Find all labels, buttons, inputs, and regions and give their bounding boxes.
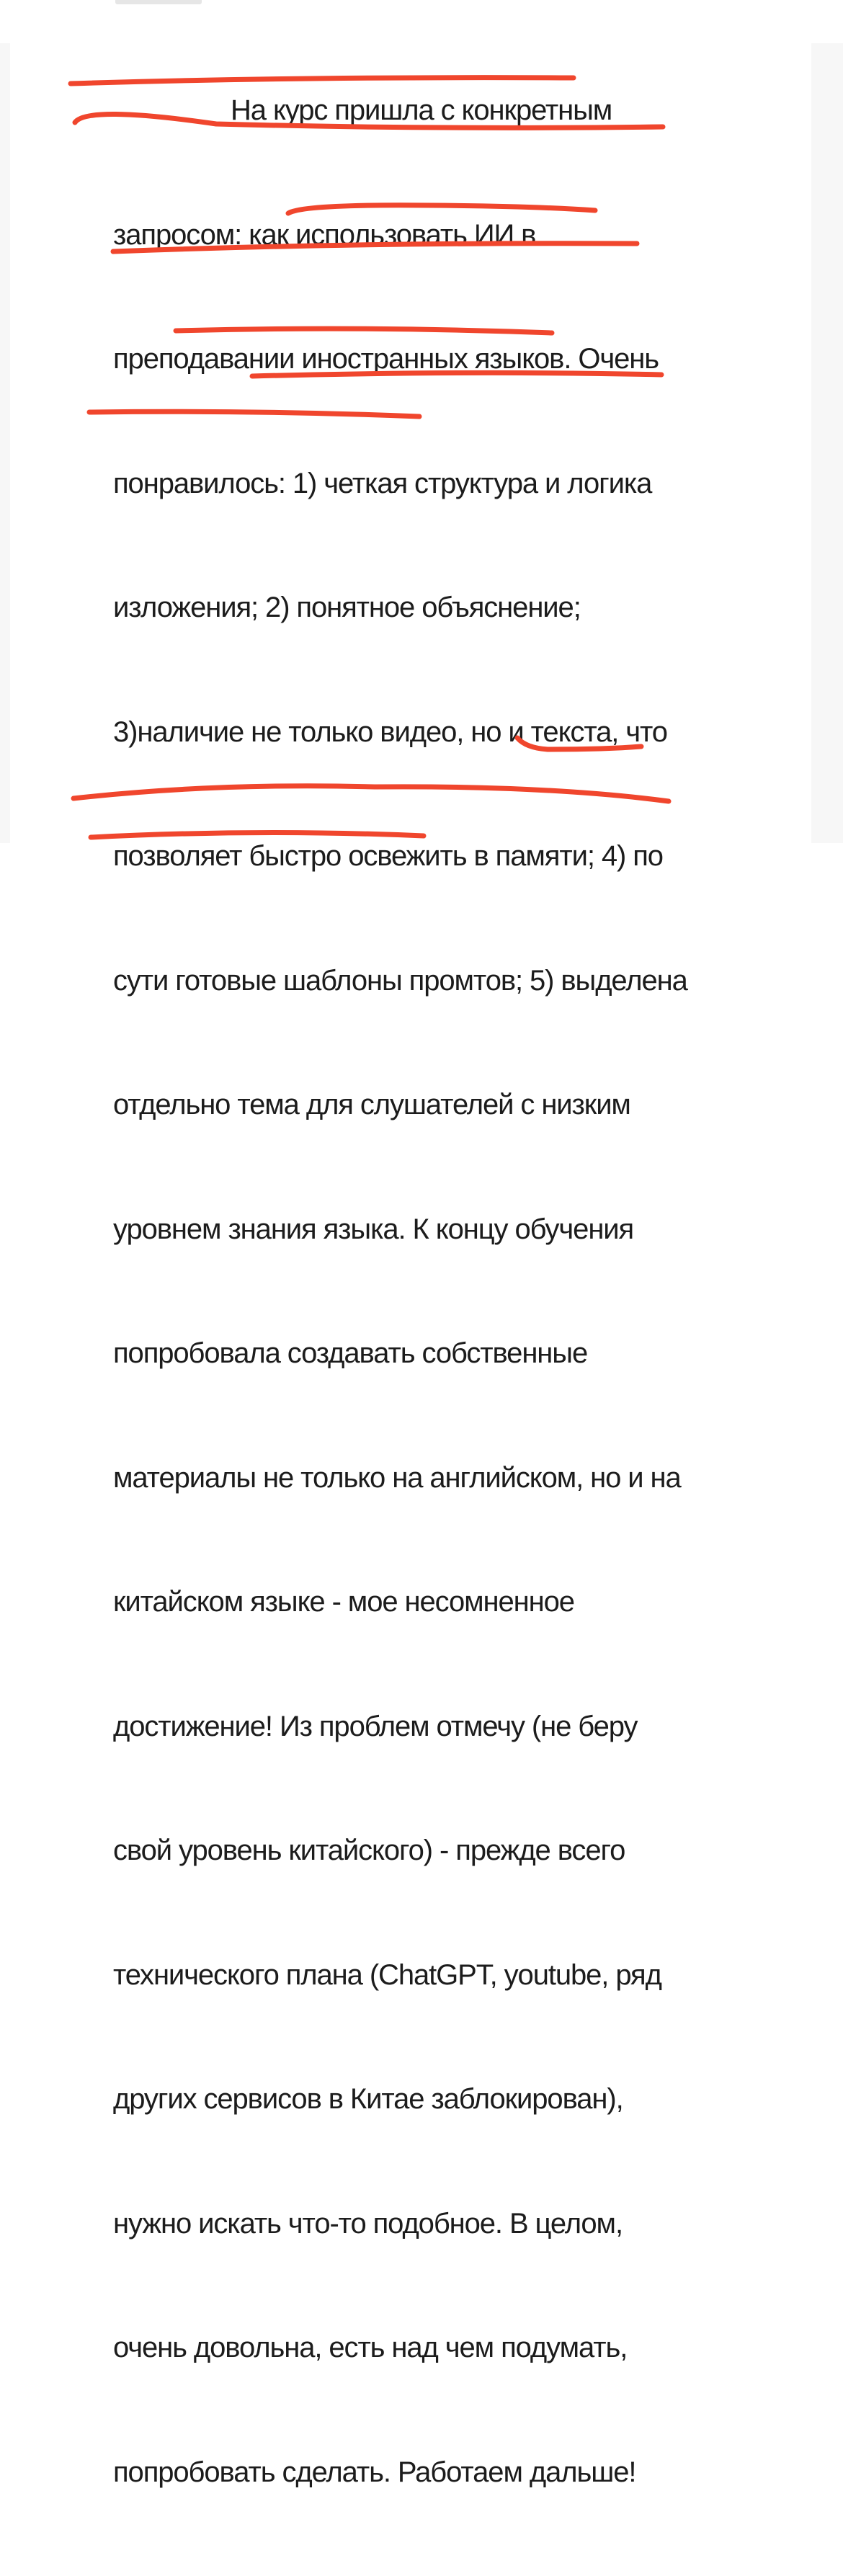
review-line: сути готовые шаблоны промтов; 5) выделена — [113, 964, 687, 997]
review-line: попробовать сделать. Работаем дальше! — [113, 2456, 636, 2488]
review-text — [113, 7, 747, 2576]
right-edge — [811, 43, 843, 843]
review-line: запросом: как использовать ИИ в — [113, 218, 536, 251]
review-line: отдельно тема для слушателей с низким — [113, 1089, 630, 1120]
review-line: свой уровень китайского) - прежде всего — [113, 1835, 625, 1866]
review-line: достижение! Из проблем отмечу (не беру — [113, 1710, 638, 1742]
left-edge — [0, 43, 10, 843]
top-tab — [115, 0, 202, 4]
review-line: китайском языке - мое несомненное — [113, 1586, 574, 1618]
review-line: нужно искать что-то подобное. В целом, — [113, 2207, 623, 2239]
review-line: очень довольна, есть над чем подумать, — [113, 2332, 628, 2363]
review-line: На курс пришла с конкретным — [231, 94, 612, 126]
review-line: уровнем знания языка. К концу обучения — [113, 1213, 634, 1245]
review-line: изложения; 2) понятное объяснение; — [113, 592, 581, 623]
review-line: позволяет быстро освежить в памяти; 4) по — [113, 840, 663, 872]
review-line: попробовала создавать собственные — [113, 1337, 588, 1369]
review-line: преподавании иностранных языков. Очень — [113, 343, 659, 375]
review-line: 3)наличие не только видео, но и текста, что — [113, 716, 667, 748]
review-line: понравилось: 1) четкая структура и логика — [113, 467, 652, 499]
review-line: материалы не только на английском, но и на — [113, 1461, 681, 1494]
review-line: других сервисов в Китае заблокирован), — [113, 2083, 623, 2115]
review-line: технического плана (ChatGPT, youtube, ряд — [113, 1958, 661, 1991]
